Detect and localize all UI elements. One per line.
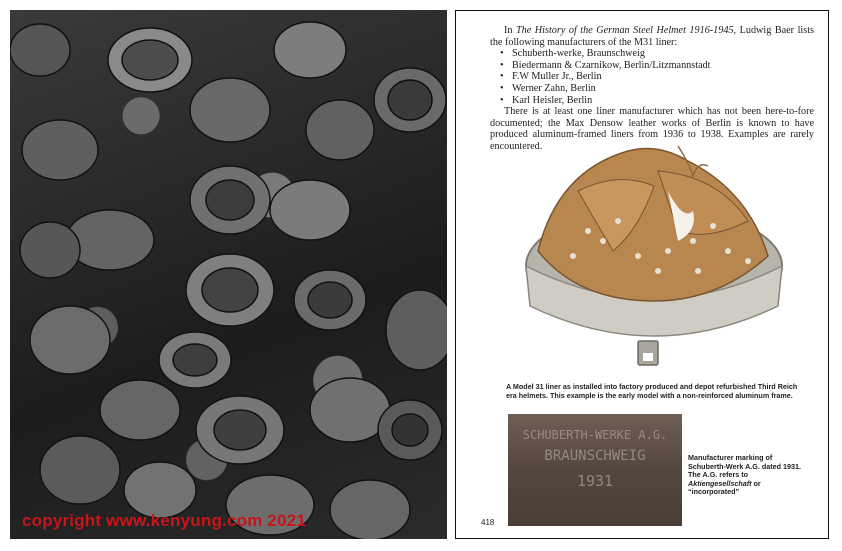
- copyright-watermark: copyright www.kenyung.com 2021: [22, 511, 307, 530]
- stamp-caption-text: Manufacturer marking of Schuberth-Werk A.G. dated 1931. The A.G. refers to: [688, 453, 802, 480]
- liner-photo: [518, 131, 790, 381]
- intro-pre: In: [504, 25, 516, 36]
- stamp-line-1: SCHUBERTH-WERKE A.G.: [522, 428, 668, 442]
- list-item: • Biedermann & Czarnikow, Berlin/Litzmannstadt: [512, 60, 814, 72]
- page-number: 418: [481, 518, 495, 527]
- book-title: The History of the German Steel Helmet 1916-1945,: [516, 25, 737, 36]
- list-item: • Karl Heisler, Berlin: [512, 95, 814, 107]
- page-divider: [449, 0, 453, 551]
- photo-caption: A Model 31 liner as installed into factory produced and depot refurbished Third Reich era helmets. This example is the early model with a non-reinforced aluminum frame.: [506, 382, 798, 400]
- stamp-caption-term: Aktiengesellschaft: [688, 478, 752, 488]
- manufacturer-list: [490, 48, 814, 106]
- list-item: • F.W Muller Jr., Berlin: [512, 71, 814, 83]
- manufacturer-stamp-photo: [508, 414, 682, 526]
- stamp-caption: [688, 454, 806, 497]
- list-item: • Schuberth-werke, Braunschweig: [512, 48, 814, 60]
- helmet-pile-photo: [10, 10, 447, 539]
- intro-post: Ludwig Baer lists the following manufacturers of the M31 liner:: [490, 25, 814, 48]
- intro-paragraph: [490, 25, 814, 48]
- stamp-line-2: BRAUNSCHWEIG: [544, 448, 646, 464]
- helmet-pile-illustration: [10, 10, 447, 539]
- list-item: • Werner Zahn, Berlin: [512, 83, 814, 95]
- stamp-line-3: 1931: [576, 472, 614, 490]
- book-page: [455, 10, 829, 539]
- stamp-caption-text-end: or “incorporated”: [688, 478, 761, 497]
- second-paragraph: There is at least one liner manufacturer which has not been here-to-fore documented; the Max Densow leather works of Berlin is known to have produced aluminum-framed liners from 1936 to 1938. Examples are rarely encountered.: [490, 106, 814, 152]
